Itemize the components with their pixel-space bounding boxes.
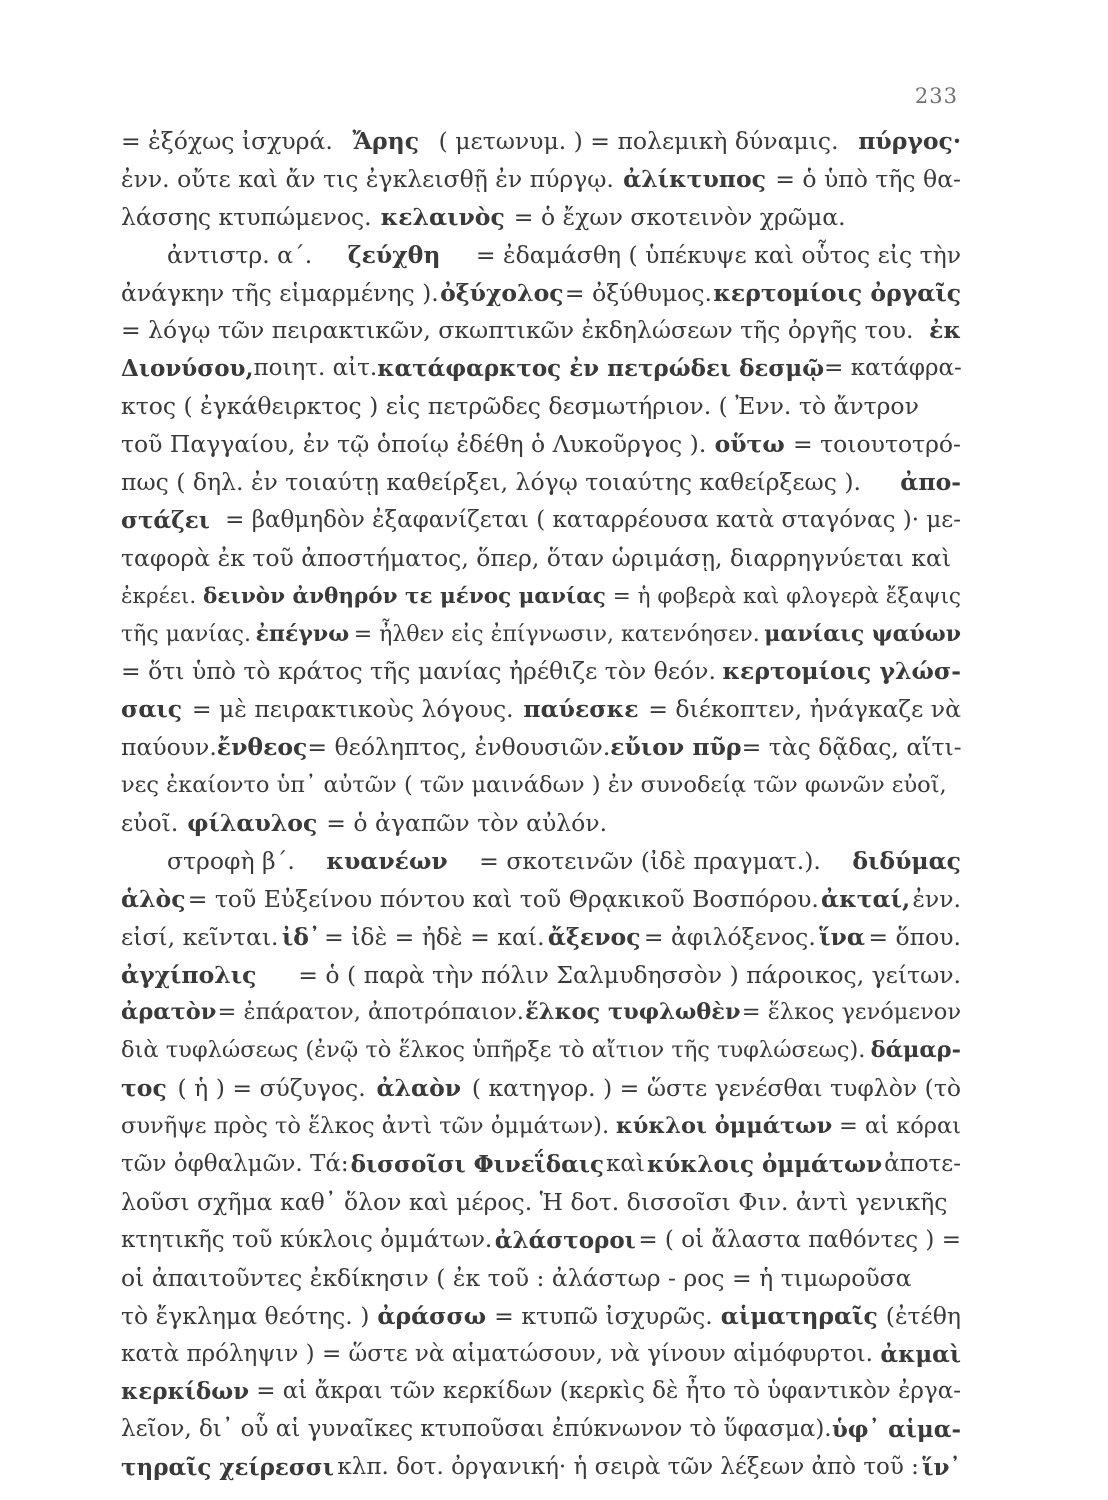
lemma-term: ὑφ᾽ αἱμα- — [831, 1416, 961, 1444]
text-line — [121, 919, 961, 957]
gloss-text: = αἱ κόραι — [838, 1113, 961, 1140]
lemma-term: στάζει — [121, 506, 210, 534]
lemma-term: οὕτω — [714, 430, 785, 459]
gloss-text: ( κατηγορ. ) = ὥστε γενέσθαι τυφλὸν (τὸ — [471, 1074, 961, 1103]
gloss-text: ἀντιστρ. α΄. — [167, 240, 313, 269]
gloss-text: ( μετωνυμ. ) = πολεμικὴ δύναμις. — [438, 127, 839, 155]
lemma-term: ἀπο- — [900, 468, 961, 497]
gloss-text: εἰσί, κεῖνται. — [121, 922, 279, 951]
lemma-term: ἀκταί, — [821, 884, 911, 913]
gloss-text: τῆς μανίας. — [121, 621, 251, 647]
gloss-text: ἀποτε- — [884, 1151, 961, 1178]
text-line — [121, 1108, 961, 1146]
gloss-text: = αἱ ἄκραι τῶν κερκίδων (κερκὶς δὲ ἦτο τὸ ὑφαντικὸν ἐργα- — [256, 1378, 961, 1405]
text-line — [121, 275, 961, 313]
gloss-text: κτος ( ἐγκάθειρκτος ) εἰς πετρῶδες δεσμωτήριον. ( Ἐνν. τὸ ἄντρον — [121, 392, 919, 421]
gloss-text: ποιητ. αἰτ. — [253, 355, 378, 382]
lemma-term: κατάφαρκτος ἐν πετρώδει δεσμῷ — [377, 355, 825, 383]
gloss-text: = τὰς δᾷδας, αἵτι- — [741, 733, 962, 762]
text-line — [121, 957, 961, 995]
gloss-text: = ἐξόχως ἰσχυρά. — [121, 127, 333, 155]
text-line — [121, 1070, 961, 1108]
lemma-term: ἕλκος τυφλωθὲν — [525, 999, 741, 1026]
gloss-text: = ἀφιλόξενος. — [643, 922, 816, 951]
lemma-term: διδύμας — [852, 846, 961, 875]
lemma-term: σαις — [121, 695, 183, 724]
gloss-text: ταφορὰ ἐκ τοῦ ἀποστήματος, ὅπερ, ὅταν ὡριμάσῃ, διαρρηγνύεται καὶ — [121, 543, 952, 572]
text-line — [121, 426, 961, 464]
gloss-text: διὰ τυφλώσεως (ἐνῷ τὸ ἕλκος ὑπῆρξε τὸ αἴτιον τῆς τυφλώσεως). — [121, 1037, 866, 1064]
text-line — [121, 843, 961, 881]
lemma-term: κύκλοις ὀμμάτων — [646, 1151, 883, 1179]
lemma-term: πύργος· — [858, 127, 961, 155]
lemma-term: ἐκ — [929, 316, 961, 345]
gloss-text: λεῖον, δι᾽ οὗ αἱ γυναῖκες κτυποῦσαι ἐπύκνωνον τὸ ὕφασμα). — [121, 1416, 832, 1443]
text-line — [121, 691, 961, 729]
lemma-term: ζεύχθη — [347, 240, 441, 269]
gloss-text: εὐοῖ. — [121, 809, 179, 838]
text-line — [121, 1260, 961, 1298]
lemma-term: αἱματηραῖς — [720, 1301, 878, 1330]
lemma-term: κυανέων — [326, 846, 448, 875]
gloss-text: ἐκρέει. — [121, 583, 197, 609]
text-line — [121, 1449, 961, 1487]
lemma-term: μανίαις ψαύων — [764, 620, 961, 647]
text-line — [121, 1373, 961, 1411]
text-line — [121, 123, 961, 161]
lemma-term: ἵνα — [819, 922, 865, 951]
lemma-term: ἀλαὸν — [376, 1074, 462, 1103]
gloss-text: = ἦλθεν εἰς ἐπίγνωσιν, κατενόησεν. — [353, 621, 760, 647]
text-line — [121, 1411, 961, 1449]
lemma-term: τηραῖς χείρεσσι — [121, 1454, 334, 1482]
gloss-text: λοῦσι σχῆμα καθ᾽ ὅλον καὶ μέρος. Ἡ δοτ. δισσοῖσι Φιν. ἀντὶ γενικῆς — [121, 1187, 948, 1216]
page-number: 233 — [914, 84, 958, 108]
gloss-text: ἐνν. οὔτε καὶ ἄν τις ἐγκλεισθῇ ἐν πύργῳ. — [121, 164, 614, 193]
lemma-term: Διονύσου, — [121, 355, 254, 383]
lemma-term: τος — [121, 1074, 167, 1103]
gloss-text: = βαθμηδὸν ἐξαφανίζεται ( καταρρέουσα κατὰ σταγόνας )· με- — [225, 506, 961, 533]
text-line — [121, 1298, 961, 1336]
gloss-text: = ὀξύθυμος. — [564, 278, 712, 307]
lemma-term: ἀλάστοροι — [494, 1226, 636, 1254]
text-line — [121, 805, 961, 843]
gloss-text: κτητικῆς τοῦ κύκλοις ὀμμάτων. — [121, 1226, 493, 1253]
lemma-term: κερτομίοις γλώσ- — [722, 657, 961, 686]
lemma-term: ἐπέγνω — [255, 620, 350, 647]
gloss-text: τῶν ὀφθαλμῶν. Τά: — [121, 1151, 349, 1178]
text-line — [121, 1184, 961, 1222]
text-line — [121, 1222, 961, 1260]
gloss-text: τοῦ Παγγαίου, ἐν τῷ ὁποίῳ ἐδέθη ὁ Λυκοῦργος ). — [121, 430, 707, 459]
gloss-text: = ἕλκος γενόμενον — [741, 999, 961, 1026]
gloss-text: ἐνν. — [912, 884, 961, 913]
lemma-term: φίλαυλος — [187, 809, 318, 838]
commentary-text — [121, 123, 961, 1487]
gloss-text: = ὅτι ὑπὸ τὸ κράτος τῆς μανίας ἠρέθιζε τὸν θεόν. — [121, 657, 716, 686]
gloss-text: (ἐτέθη — [885, 1301, 961, 1330]
gloss-text: = σκοτεινῶν (ἰδὲ πραγματ.). — [479, 846, 821, 875]
text-line — [121, 729, 961, 767]
lemma-term: παύεσκε — [523, 695, 639, 724]
lemma-term: κερτομίοις ὀργαῖς — [713, 278, 961, 307]
lemma-term: κερκίδων — [121, 1378, 250, 1406]
gloss-text: οἱ ἀπαιτοῦντες ἐκδίκησιν ( ἐκ τοῦ : ἀλάστωρ - ρος = ἡ τιμωροῦσα — [121, 1263, 912, 1292]
gloss-text: = ὁ ἀγαπῶν τὸν αὐλόν. — [326, 809, 608, 838]
gloss-text: καὶ — [606, 1151, 645, 1178]
lemma-term: ἀρατὸν — [121, 999, 217, 1026]
lemma-term: ἰδ᾽ — [281, 922, 321, 951]
lemma-term: ἵν᾽ — [922, 1454, 961, 1482]
lemma-term: ἁλὸς — [121, 884, 186, 913]
gloss-text: κατὰ πρόληψιν ) = ὥστε νὰ αἱματώσουν, νὰ γίνουν αἱμόφυρτοι. — [121, 1340, 873, 1367]
gloss-text: τὸ ἔγκλημα θεότης. ) — [121, 1301, 370, 1330]
lemma-term: ὀξύχολος — [440, 278, 564, 307]
text-line — [121, 616, 961, 654]
gloss-text: = ἰδὲ = ἠδὲ = καί. — [324, 922, 545, 951]
gloss-text: = ἡ φοβερὰ καὶ φλογερὰ ἔξαψις — [612, 583, 961, 609]
gloss-text: κλπ. δοτ. ὀργανική· ἡ σειρὰ τῶν λέξεων ἀπὸ τοῦ : — [337, 1454, 919, 1481]
gloss-text: ( ἡ ) = σύζυγος. — [177, 1074, 366, 1103]
gloss-text: ἀνάγκην τῆς εἱμαρμένης ). — [121, 278, 439, 307]
gloss-text: = διέκοπτεν, ἠνάγκαζε νὰ — [648, 695, 961, 724]
gloss-text: = τοιουτοτρό- — [792, 430, 961, 459]
gloss-text: = κτυπῶ ἰσχυρῶς. — [494, 1301, 713, 1330]
gloss-text: = κατάφρα- — [824, 355, 962, 382]
text-line — [121, 237, 961, 275]
gloss-text: = ὁ ἔχων σκοτεινὸν χρῶμα. — [513, 202, 846, 231]
text-line — [121, 312, 961, 350]
gloss-text: στροφὴ β΄. — [167, 846, 295, 875]
lemma-term: δεινὸν ἀνθηρόν τε μένος μανίας — [203, 583, 606, 609]
text-line — [121, 464, 961, 502]
gloss-text: = ὁ ὑπὸ τῆς θα- — [775, 164, 961, 193]
text-line — [121, 161, 961, 199]
lemma-term: ἀλίκτυπος — [623, 164, 766, 193]
lemma-term: ἀκμαὶ — [880, 1340, 961, 1368]
gloss-text: = τοῦ Εὐξείνου πόντου καὶ τοῦ Θρᾳκικοῦ Βοσπόρου. — [187, 884, 819, 913]
text-line — [121, 1336, 961, 1374]
text-line — [121, 767, 961, 805]
gloss-text: = ὅπου. — [868, 922, 961, 951]
text-line — [121, 350, 961, 388]
lemma-term: δισσοῖσι Φινεΐδαις — [350, 1151, 604, 1179]
text-line — [121, 1032, 961, 1070]
text-line — [121, 653, 961, 691]
gloss-text: = θεόληπτος, ἐνθουσιῶν. — [307, 733, 611, 762]
gloss-text: πως ( δηλ. ἐν τοιαύτῃ καθείρξει, λόγῳ τοιαύτης καθείρξεως ). — [121, 468, 861, 497]
text-line — [121, 540, 961, 578]
gloss-text: = ἐδαμάσθη ( ὑπέκυψε καὶ οὗτος εἰς τὴν — [475, 240, 961, 269]
text-line — [121, 502, 961, 540]
gloss-text: = λόγῳ τῶν πειρακτικῶν, σκωπτικῶν ἐκδηλώσεων τῆς ὀργῆς του. — [121, 316, 914, 345]
lemma-term: κελαινὸς — [380, 202, 505, 231]
text-line — [121, 199, 961, 237]
gloss-text: λάσσης κτυπώμενος. — [121, 202, 372, 231]
gloss-text: = ( οἱ ἄλαστα παθόντες ) = — [638, 1226, 961, 1253]
lemma-term: ἀράσσω — [377, 1301, 487, 1330]
gloss-text: = ὁ ( παρὰ τὴν πόλιν Σαλμυδησσὸν ) πάροικος, γείτων. — [298, 960, 961, 989]
lemma-term: εὔιον πῦρ — [610, 733, 742, 762]
gloss-text: συνῆψε πρὸς τὸ ἕλκος ἀντὶ τῶν ὀμμάτων). — [121, 1113, 610, 1140]
lemma-term: κύκλοι ὀμμάτων — [615, 1113, 833, 1140]
lemma-term: ἄξενος — [547, 922, 641, 951]
text-line — [121, 388, 961, 426]
lemma-term: ἔνθεος — [216, 733, 308, 762]
text-line — [121, 994, 961, 1032]
lemma-term: Ἄρης — [352, 127, 420, 155]
gloss-text: = μὲ πειρακτικοὺς λόγους. — [191, 695, 514, 724]
lemma-term: δάμαρ- — [870, 1037, 961, 1064]
gloss-text: παύουν. — [121, 733, 217, 762]
text-line — [121, 1146, 961, 1184]
text-line — [121, 578, 961, 616]
text-line — [121, 881, 961, 919]
gloss-text: = ἐπάρατον, ἀποτρόπαιον. — [217, 999, 524, 1026]
lemma-term: ἀγχίπολις — [121, 960, 257, 989]
gloss-text: νες ἐκαίοντο ὑπ᾽ αὐτῶν ( τῶν μαινάδων ) ἐν συνοδείᾳ τῶν φωνῶν εὐοῖ, — [121, 772, 947, 799]
